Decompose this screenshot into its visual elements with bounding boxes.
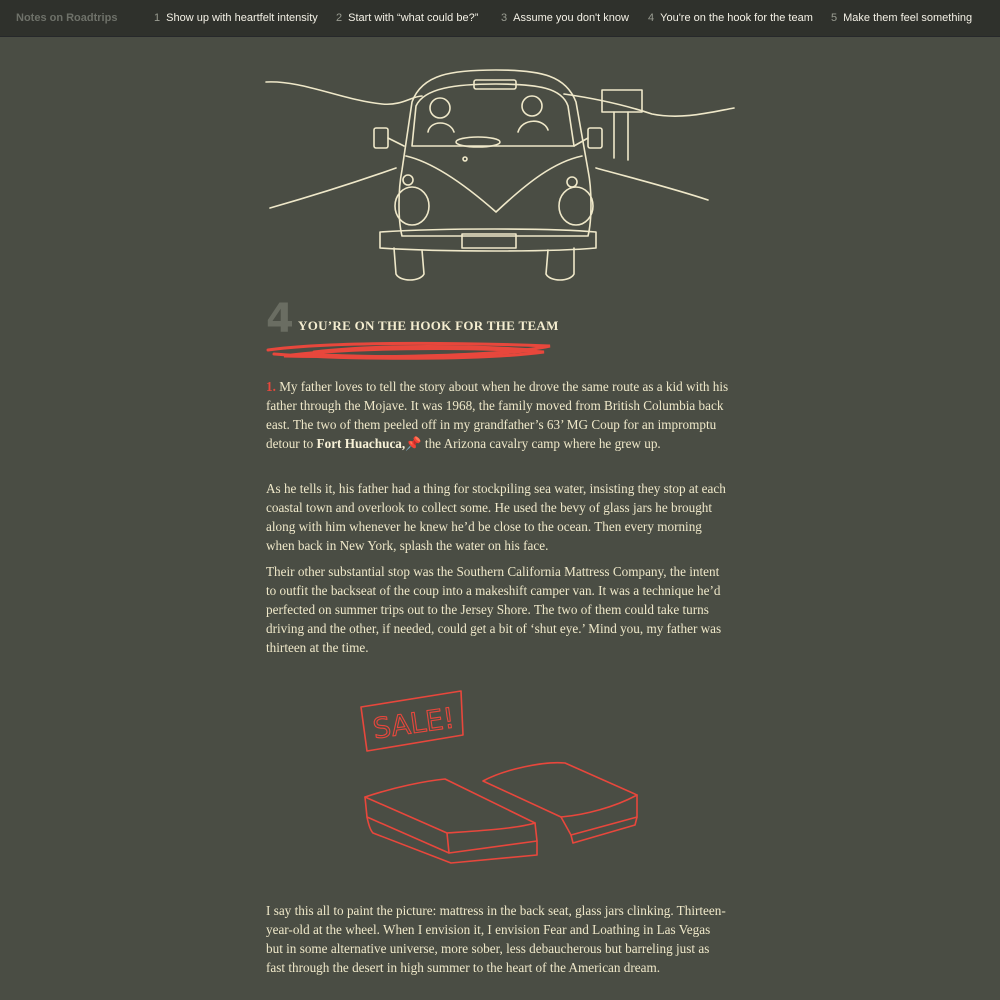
top-nav (0, 0, 1000, 36)
mattress-sale-illustration (355, 685, 655, 875)
paragraph-text: Their other substantial stop was the Southern California Mattress Company, the intent to outfit the backseat of the coup into a makeshift camper van. It was a technique he’d perfected on summer trips out to the Jersey Shore. The two of them could take turns driving and the other, if needed, could get a bit of ‘shut eye.’ Mind you, my father was thirteen at the time. (266, 564, 722, 655)
fort-huachuca-link[interactable]: Fort Huachuca, (316, 436, 406, 451)
nav-item-number: 3 (501, 12, 508, 24)
paragraph-2 (266, 479, 730, 555)
paragraph-1 (266, 377, 730, 453)
nav-item-label: Show up with heartfelt intensity (166, 12, 318, 24)
nav-item-label: Make them feel something (843, 12, 973, 24)
paragraph-text: My father loves to tell the story about when he drove the same route as a kid with his father through the Mojave. It was 1968, the family moved from British Columbia back east. The two of them peeled off in my grandfather’s 63’ MG Coup for an impromptu detour to (266, 379, 729, 451)
paragraph-text: As he tells it, his father had a thing for stockpiling sea water, insisting they stop at each coastal town and overlook to collect some. He used the bevy of glass jars he brought along with him whenever he knew he’d be close to the ocean. Then every morning when back in New York, splash the water on his face. (266, 481, 726, 553)
sale-sign-text: SALE! (370, 701, 457, 746)
nav-item-1[interactable] (154, 12, 318, 24)
nav-item-number: 2 (336, 12, 343, 24)
paragraph-3 (266, 562, 730, 657)
nav-item-label: You're on the hook for the team (660, 12, 813, 24)
nav-item-label: Start with “what could be?” (348, 12, 479, 24)
section-number: 4 (266, 296, 294, 342)
paragraph-text: the Arizona cavalry camp where he grew up. (421, 436, 661, 451)
nav-item-label: Assume you don't know (513, 12, 629, 24)
nav-item-4[interactable] (648, 12, 813, 24)
nav-item-3[interactable] (501, 12, 629, 24)
site-title-link[interactable]: Notes on Roadtrips (16, 12, 118, 24)
section-title: YOU’RE ON THE HOOK FOR THE TEAM (298, 318, 559, 333)
van-illustration (262, 60, 742, 290)
footnote-marker: 1. (266, 379, 276, 394)
nav-item-5[interactable] (831, 12, 972, 24)
paragraph-4 (266, 901, 730, 977)
nav-item-number: 1 (154, 12, 161, 24)
nav-item-number: 5 (831, 12, 838, 24)
nav-item-number: 4 (648, 12, 655, 24)
paragraph-text: I say this all to paint the picture: mattress in the back seat, glass jars clinking. Thirteen-year-old at the wheel. When I envision it, I envision Fear and Loathing in Las Vegas but in some alternative universe, more sober, less debaucherous but barreling just as fast through the desert in high summer to the heart of the American dream. (266, 903, 726, 975)
red-scribble-underline (264, 338, 564, 364)
nav-item-2[interactable] (336, 12, 478, 24)
pin-icon[interactable]: 📌 (405, 436, 422, 451)
